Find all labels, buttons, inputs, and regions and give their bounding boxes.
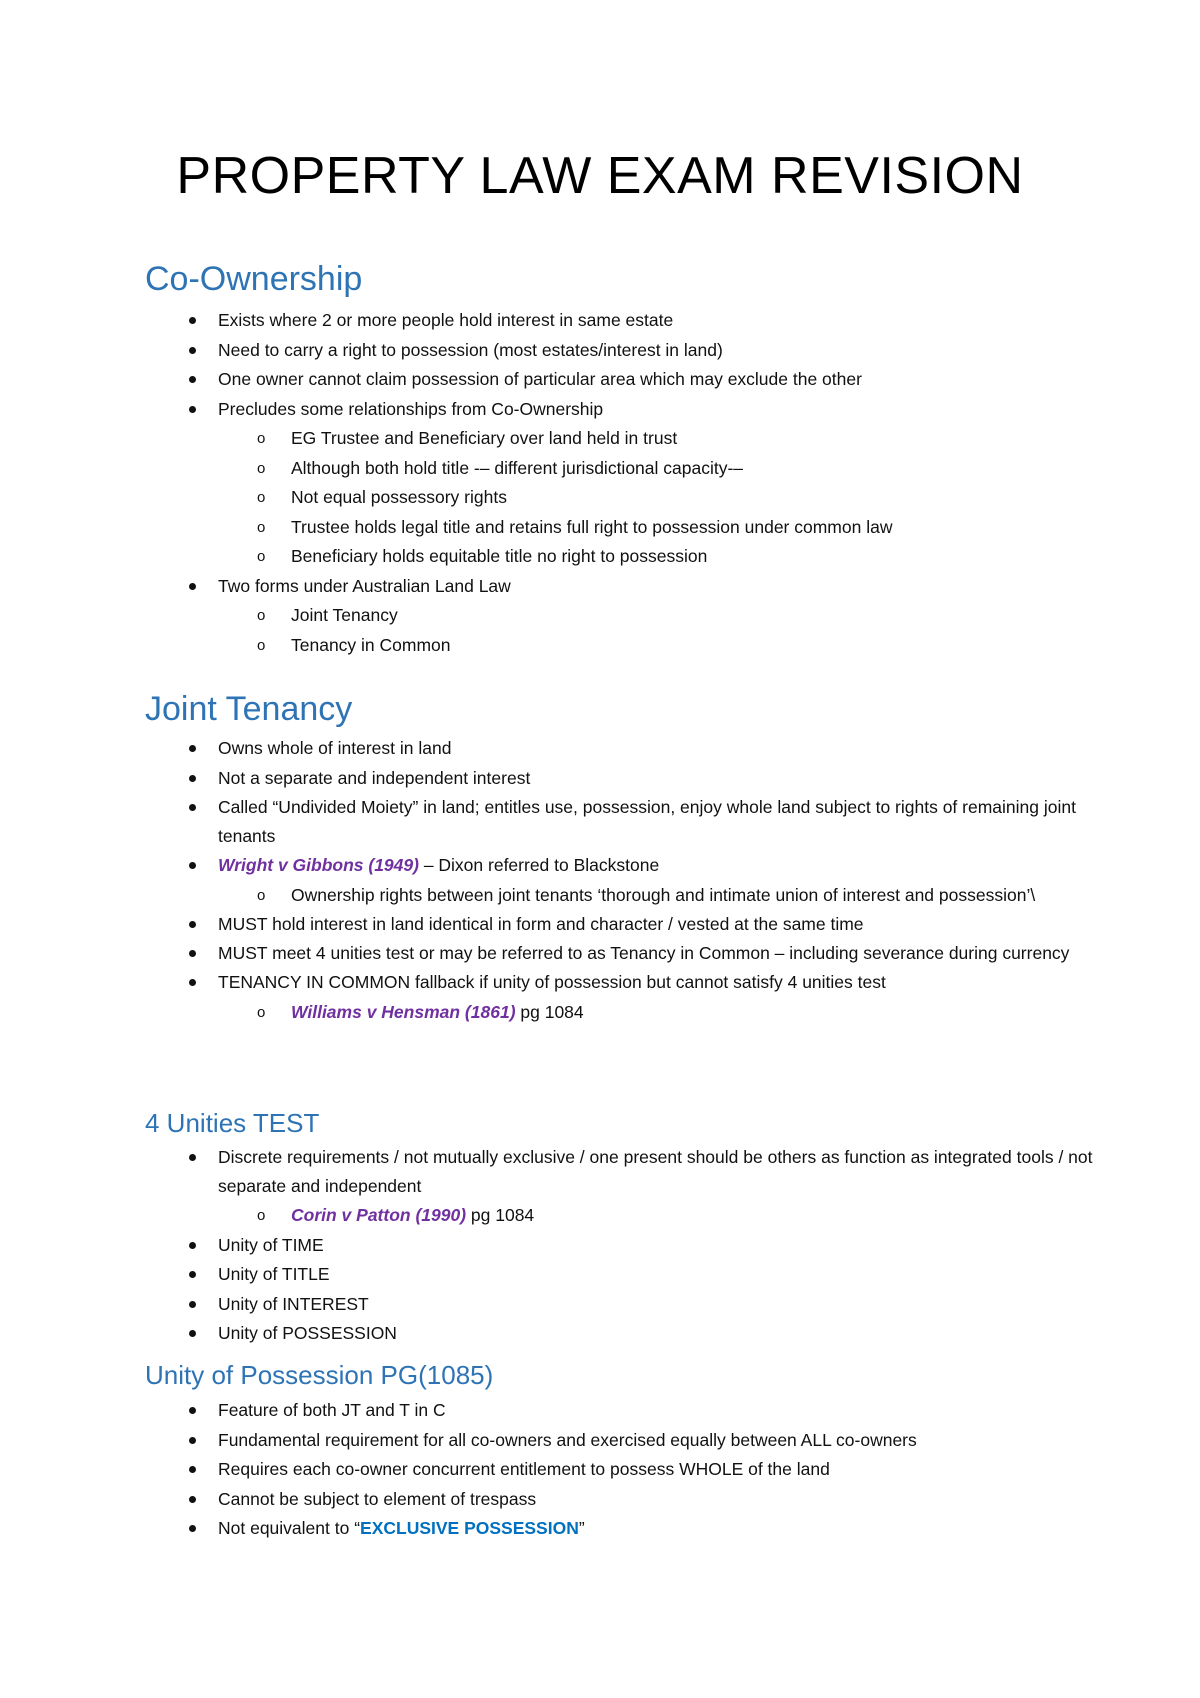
list-item: Unity of INTEREST bbox=[145, 1290, 1095, 1320]
sub-list-item: o Joint Tenancy bbox=[145, 601, 1095, 631]
keyword-highlight: EXCLUSIVE POSSESSION bbox=[360, 1518, 579, 1538]
list-item: Need to carry a right to possession (most estates/interest in land) bbox=[145, 336, 1095, 366]
heading-unity-of-possession: Unity of Possession PG(1085) bbox=[145, 1360, 494, 1390]
four-unities-list bbox=[145, 1143, 1095, 1349]
list-item bbox=[145, 1514, 1095, 1544]
item-text: Not equivalent to “ bbox=[218, 1518, 361, 1538]
sub-list-item bbox=[145, 1201, 1095, 1231]
co-ownership-list bbox=[145, 306, 1095, 660]
sub-list-item: o Not equal possessory rights bbox=[145, 483, 1095, 513]
case-note: pg 1084 bbox=[515, 1001, 584, 1022]
list-item: Exists where 2 or more people hold interest in same estate bbox=[145, 306, 1095, 336]
list-item bbox=[145, 851, 1095, 881]
sub-list-item: o EG Trustee and Beneficiary over land held in trust bbox=[145, 424, 1095, 454]
heading-joint-tenancy: Joint Tenancy bbox=[145, 690, 353, 728]
list-item: Called “Undivided Moiety” in land; entitles use, possession, enjoy whole land subject to rights of remaining joint tenants bbox=[145, 793, 1095, 851]
joint-tenancy-list bbox=[145, 734, 1095, 1027]
list-item: TENANCY IN COMMON fallback if unity of possession but cannot satisfy 4 unities test bbox=[145, 968, 1095, 998]
sub-list-item: o Ownership rights between joint tenants ‘thorough and intimate union of interest and possession’\ bbox=[145, 881, 1095, 910]
list-item: One owner cannot claim possession of particular area which may exclude the other bbox=[145, 365, 1095, 395]
case-citation: Corin v Patton (1990) bbox=[291, 1205, 467, 1225]
list-item: Discrete requirements / not mutually exclusive / one present should be others as function as integrated tools / not separate and independent bbox=[145, 1143, 1095, 1201]
sub-list-item: o Although both hold title -– different jurisdictional capacity-– bbox=[145, 454, 1095, 484]
sub-list-item bbox=[145, 998, 1095, 1028]
list-item: Not a separate and independent interest bbox=[145, 764, 1095, 794]
list-item: Unity of TITLE bbox=[145, 1260, 1095, 1290]
heading-co-ownership: Co-Ownership bbox=[145, 260, 363, 298]
document-title: PROPERTY LAW EXAM REVISION bbox=[176, 147, 1024, 205]
list-item: Feature of both JT and T in C bbox=[145, 1396, 1095, 1426]
case-citation: Wright v Gibbons (1949) bbox=[218, 855, 419, 875]
list-item: Requires each co-owner concurrent entitlement to possess WHOLE of the land bbox=[145, 1455, 1095, 1485]
list-item: Cannot be subject to element of trespass bbox=[145, 1485, 1095, 1515]
list-item: Precludes some relationships from Co-Ownership bbox=[145, 395, 1095, 425]
list-item: Two forms under Australian Land Law bbox=[145, 572, 1095, 602]
sub-list-item: o Beneficiary holds equitable title no right to possession bbox=[145, 542, 1095, 572]
heading-four-unities: 4 Unities TEST bbox=[145, 1108, 320, 1138]
list-item: MUST hold interest in land identical in form and character / vested at the same time bbox=[145, 910, 1095, 940]
list-item: Unity of POSSESSION bbox=[145, 1319, 1095, 1349]
unity-of-possession-list bbox=[145, 1396, 1095, 1544]
case-note: pg 1084 bbox=[466, 1205, 535, 1225]
list-item: Fundamental requirement for all co-owners and exercised equally between ALL co-owners bbox=[145, 1426, 1095, 1456]
sub-list-item: o Trustee holds legal title and retains full right to possession under common law bbox=[145, 513, 1095, 543]
item-text-after: ” bbox=[578, 1518, 585, 1538]
list-item: Unity of TIME bbox=[145, 1231, 1095, 1261]
list-item: Owns whole of interest in land bbox=[145, 734, 1095, 764]
list-item: MUST meet 4 unities test or may be referred to as Tenancy in Common – including severance during currency bbox=[145, 939, 1095, 968]
case-citation: Williams v Hensman (1861) bbox=[291, 1001, 516, 1022]
sub-list-item: o Tenancy in Common bbox=[145, 631, 1095, 661]
case-note: – Dixon referred to Blackstone bbox=[418, 855, 660, 875]
